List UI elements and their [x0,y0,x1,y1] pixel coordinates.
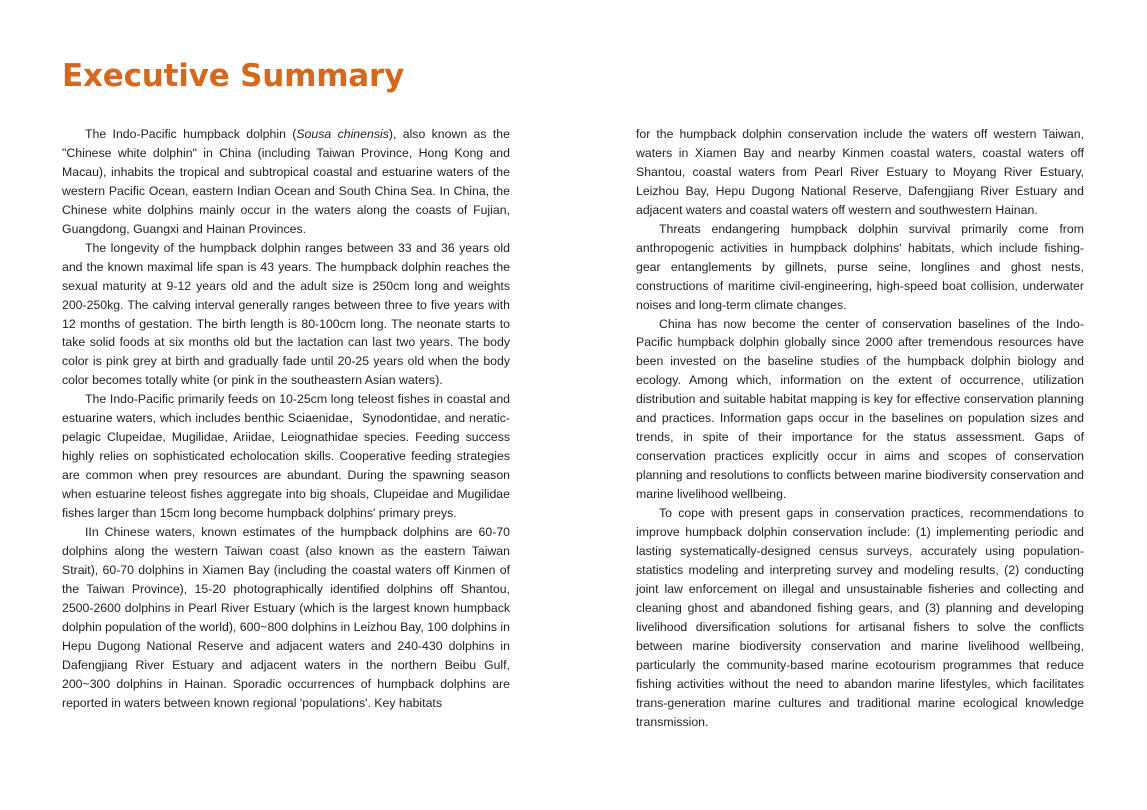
intro-text-end: ), also known as the "Chinese white dolphin" in China (including Taiwan Province, Hong Kong and Macau), inhabits the tropical and subtropical coastal and estuarine waters of the western Pacific Ocean, eastern Indian Ocean and South China Sea. In China, the Chinese white dolphins mainly occur in the waters along the coasts of Fujian, Guangdong, Guangxi and Hainan Provinces. [62,127,510,236]
paragraph-threats: Threats endangering humpback dolphin survival primarily come from anthropogenic activities in humpback dolphins' habitats, which include fishing-gear entanglements by gillnets, purse seine, longlines and ghost nests, constructions of maritime civil-engineering, high-speed boat collision, underwater noises and long-term climate changes. [636,221,1084,312]
species-name: Sousa chinensis [296,127,389,141]
paragraph-introduction [62,125,510,239]
paragraph-longevity: The longevity of the humpback dolphin ranges between 33 and 36 years old and the known maximal life span is 43 years. The humpback dolphin reaches the sexual maturity at 9-12 years old and the adult size is 250cm long and weights 200-250kg. The calving interval generally ranges between three to five years with 12 months of gestation. The birth length is 80-100cm long. The neonate starts to take solid foods at six months old but the lactation can last two years. The body color is pink grey at birth and gradually fade until 20-25 years old when the body color becomes totally white (or pink in the southeastern Asian waters). [62,240,510,388]
left-text-column [62,125,510,713]
page-title: Executive Summary [62,58,405,94]
paragraph-key-habitats-continued: for the humpback dolphin conservation include the waters off western Taiwan, waters in Xiamen Bay and nearby Kinmen coastal waters, coastal waters off Shantou, coastal waters from Pearl River Estuary to Moyang River Estuary, Leizhou Bay, Hepu Dugong National Reserve, Dafengjiang River Estuary and adjacent waters and coastal waters off western and southwestern Hainan. [636,127,1084,217]
paragraph-feeding: The Indo-Pacific primarily feeds on 10-25cm long teleost fishes in coastal and estuarine waters, which includes benthic Sciaenidae，Synodontidae, and neratic-pelagic Clupeidae, Mugilidae, Ariidae, Leiognathidae species. Feeding success highly relies on sophisticated echolocation skills. Cooperative feeding strategies are common when prey resources are abundant. During the spawning season when estuarine teleost fishes aggregate into big shoals, Clupeidae and Mugilidae fishes larger than 15cm long become humpback dolphins' primary preys. [62,392,510,521]
intro-text-start: The Indo-Pacific humpback dolphin ( [85,127,297,141]
paragraph-conservation-baselines: China has now become the center of conservation baselines of the Indo-Pacific humpback dolphin globally since 2000 after tremendous resources have been invested on the baseline studies of the humpback dolphin biology and ecology. Among which, information on the extent of occurrence, utilization distribution and suitable habitat mapping is key for effective conservation planning and practices. Information gaps occur in the baselines on population sizes and trends, in spite of their importance for the status assessment. Gaps of conservation practices explicitly occur in aims and scopes of conservation planning and resolutions to conflicts between marine biodiversity conservation and marine livelihood wellbeing. [636,316,1084,502]
paragraph-population-estimates: IIn Chinese waters, known estimates of the humpback dolphins are 60-70 dolphins along the western Taiwan coast (also known as the eastern Taiwan Strait), 60-70 dolphins in Xiamen Bay (including the coastal waters off Kinmen of the Taiwan Province), 15-20 photographically identified dolphins off Shantou, 2500-2600 dolphins in Pearl River Estuary (which is the largest known humpback dolphin population of the world), 600~800 dolphins in Leizhou Bay, 100 dolphins in Hepu Dugong National Reserve and adjacent waters and 240-430 dolphins in Dafengjiang River Estuary and adjacent waters in the northern Beibu Gulf, 200~300 dolphins in Hainan. Sporadic occurrences of humpback dolphins are reported in waters between known regional 'populations'. Key habitats [62,525,510,710]
right-text-column [636,125,1084,732]
paragraph-recommendations: To cope with present gaps in conservation practices, recommendations to improve humpback dolphin conservation include: (1) implementing periodic and lasting systematically-designed census surveys, accurately using population-statistics modeling and interpreting survey and modeling results, (2) conducting joint law enforcement on illegal and unsustainable fisheries and collecting and cleaning ghost and abandoned fishing gears, and (3) planning and developing livelihood diversification solutions for artisanal fishers to solve the conflicts between marine biodiversity conservation and marine livelihood wellbeing, particularly the community-based marine ecotourism programmes that reduce fishing activities without the need to abandon marine lifestyles, which facilitates trans-generation marine cultures and traditional marine ecological knowledge transmission. [636,506,1084,729]
